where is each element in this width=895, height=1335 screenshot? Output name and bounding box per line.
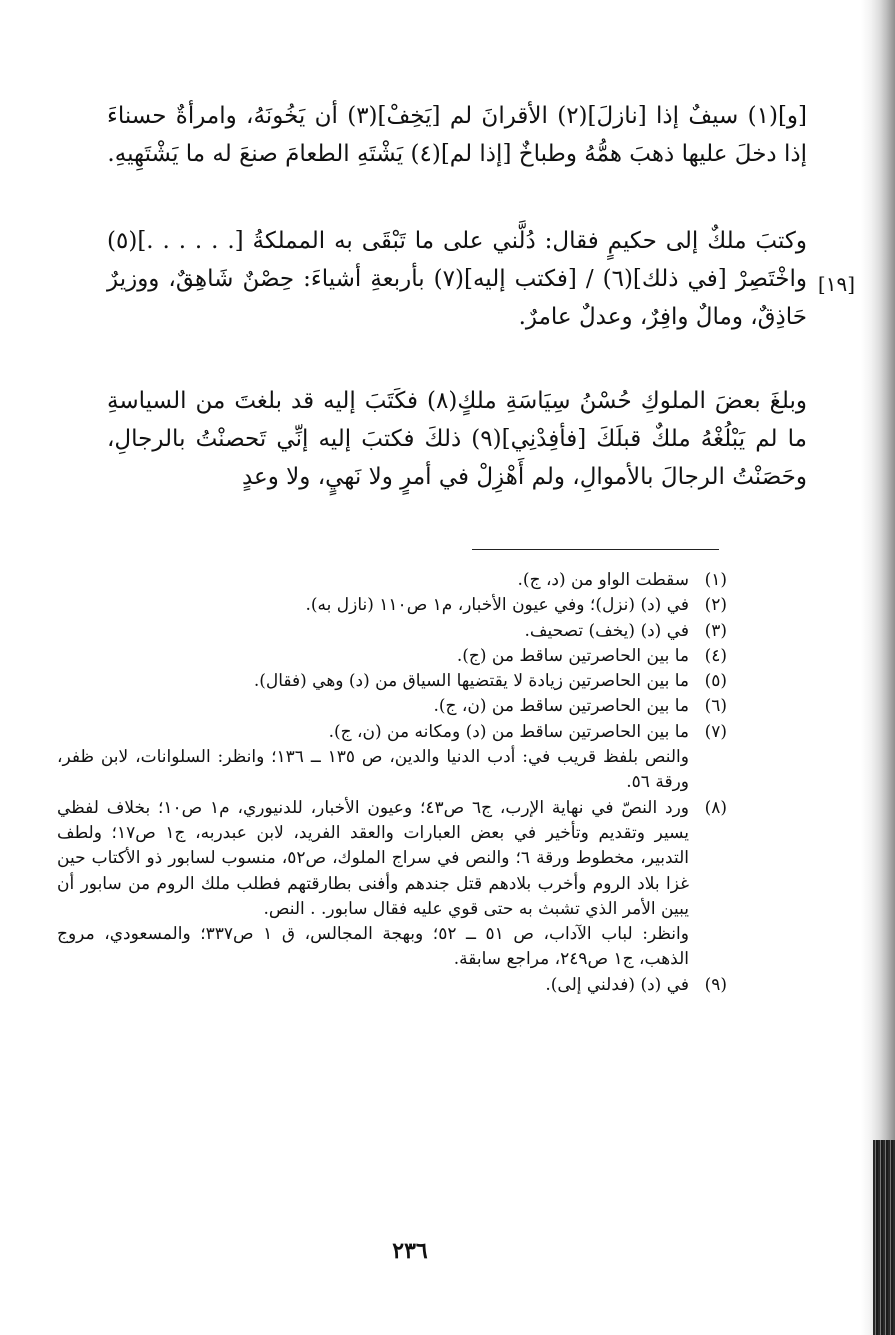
footnote-4 (57, 644, 727, 669)
footnote-5 (57, 669, 727, 694)
footnote-text-continued: وانظر: لباب الآداب، ص ٥١ ــ ٥٢؛ وبهجة المجالس، ق ١ ص٣٣٧؛ والمسعودي، مروج الذهب، ج١ ص٢٤٩، مراجع سابقة. (57, 924, 689, 970)
footnote-text: في (د) (نزل)؛ وفي عيون الأخبار، م١ ص١١٠ (نازل به). (305, 595, 689, 616)
footnote-text: سقطت الواو من (د، ج). (517, 570, 689, 590)
body-paragraph-1: [و](١) سيفٌ إذا [نازلَ](٢) الأقرانَ لم [يَخِفْ](٣) أن يَخُونَهُ، وامرأةٌ حسناءَ إذا دخلَ عليها ذهبَ همُّهُ وطباخٌ [إذا لم](٤) يَشْتَهِ الطعامَ صنعَ له ما يَشْتَهِيهِ. (107, 103, 807, 167)
footnote-2 (57, 593, 727, 618)
footnote-1 (57, 568, 727, 593)
footnote-9 (57, 973, 727, 998)
body-paragraph-2: وكتبَ ملكٌ إلى حكيمٍ فقال: دُلَّني على ما تَبْقَى به المملكةُ [. . . . . .](٥) واخْتَصِرْ [في ذلك](٦) / [فكتب إليه](٧) بأربعةِ أشياءَ: حِصْنٌ شَاهِقٌ، ووزيرٌ حَاذِقٌ، ومالٌ وافِرٌ، وعدلٌ عامرٌ. (107, 228, 807, 330)
book-spine-shadow (861, 0, 895, 1335)
footnote-text: ورد النصّ في نهاية الإرب، ج٦ ص٤٣؛ وعيون الأخبار، للدنيوري، م١ ص١٠؛ بخلاف لفظي يسير وتقديم وتأخير في بعض العبارات والعقد الفريد، لابن عبدربه، ج١ ص١٧؛ ولطف التدبير، مخطوط ورقة ٦؛ والنص في سراج الملوك، ص٥٢، منسوب لسابور ذو الأكتاب حين غزا بلاد الروم وأخرب بلادهم قتل جندهم وأفنى بطارقتهم فطلب ملك الروم من سابور أن يبين الأمر الذي تشبث به حتى قوي عليه فقال سابور. . النص. (57, 797, 689, 919)
footnote-text: ما بين الحاصرتين ساقط من (د) ومكانه من (ن، ج). (328, 721, 689, 742)
footnote-8 (57, 796, 727, 973)
book-binding-edge (873, 1140, 895, 1335)
footnote-number: (٩) (704, 974, 727, 995)
footnote-3 (57, 619, 727, 644)
footnote-6 (57, 694, 727, 719)
margin-page-marker: [١٩] (817, 272, 855, 296)
footnote-number: (٧) (704, 721, 727, 742)
footnote-text: ما بين الحاصرتين ساقط من (ج). (456, 645, 689, 666)
footnote-text: في (د) (فدلني إلى). (545, 974, 689, 995)
footnote-separator (472, 549, 719, 550)
footnote-number: (١) (704, 570, 727, 590)
footnotes (57, 568, 727, 998)
footnote-text: في (د) (يخف) تصحيف. (524, 620, 689, 641)
page-number: ٢٣٦ (392, 1238, 428, 1264)
footnote-number: (٢) (704, 595, 727, 616)
footnote-number: (٨) (704, 797, 727, 818)
footnote-text: ما بين الحاصرتين زيادة لا يقتضيها السياق من (د) وهي (فقال). (253, 671, 689, 692)
footnote-number: (٣) (704, 620, 727, 641)
footnote-number: (٦) (704, 696, 727, 717)
footnote-7 (57, 720, 727, 796)
footnote-number: (٤) (704, 645, 727, 666)
footnote-text: ما بين الحاصرتين ساقط من (ن، ج). (433, 696, 689, 717)
footnote-text-continued: والنص بلفظ قريب في: أدب الدنيا والدين، ص ١٣٥ ــ ١٣٦؛ وانظر: السلوانات، لابن ظفر، ورقة ٥٦. (57, 747, 689, 793)
body-paragraph-3: وبلغَ بعضَ الملوكِ حُسْنُ سِيَاسَةِ ملكٍ(٨) فكَتَبَ إليه قد بلغتَ من السياسةِ ما لم يَبْلُغْهُ ملكٌ قبلَكَ [فأفِدْنِي](٩) ذلكَ فكتبَ إليه إنِّي تَحصنْتُ بالرجالِ، وحَصَنْتُ الرجالَ بالأموالِ، ولم أَهْزِلْ في أمرٍ ولا نَهيٍ، ولا وعدٍ (107, 388, 807, 490)
footnote-number: (٥) (704, 671, 727, 692)
